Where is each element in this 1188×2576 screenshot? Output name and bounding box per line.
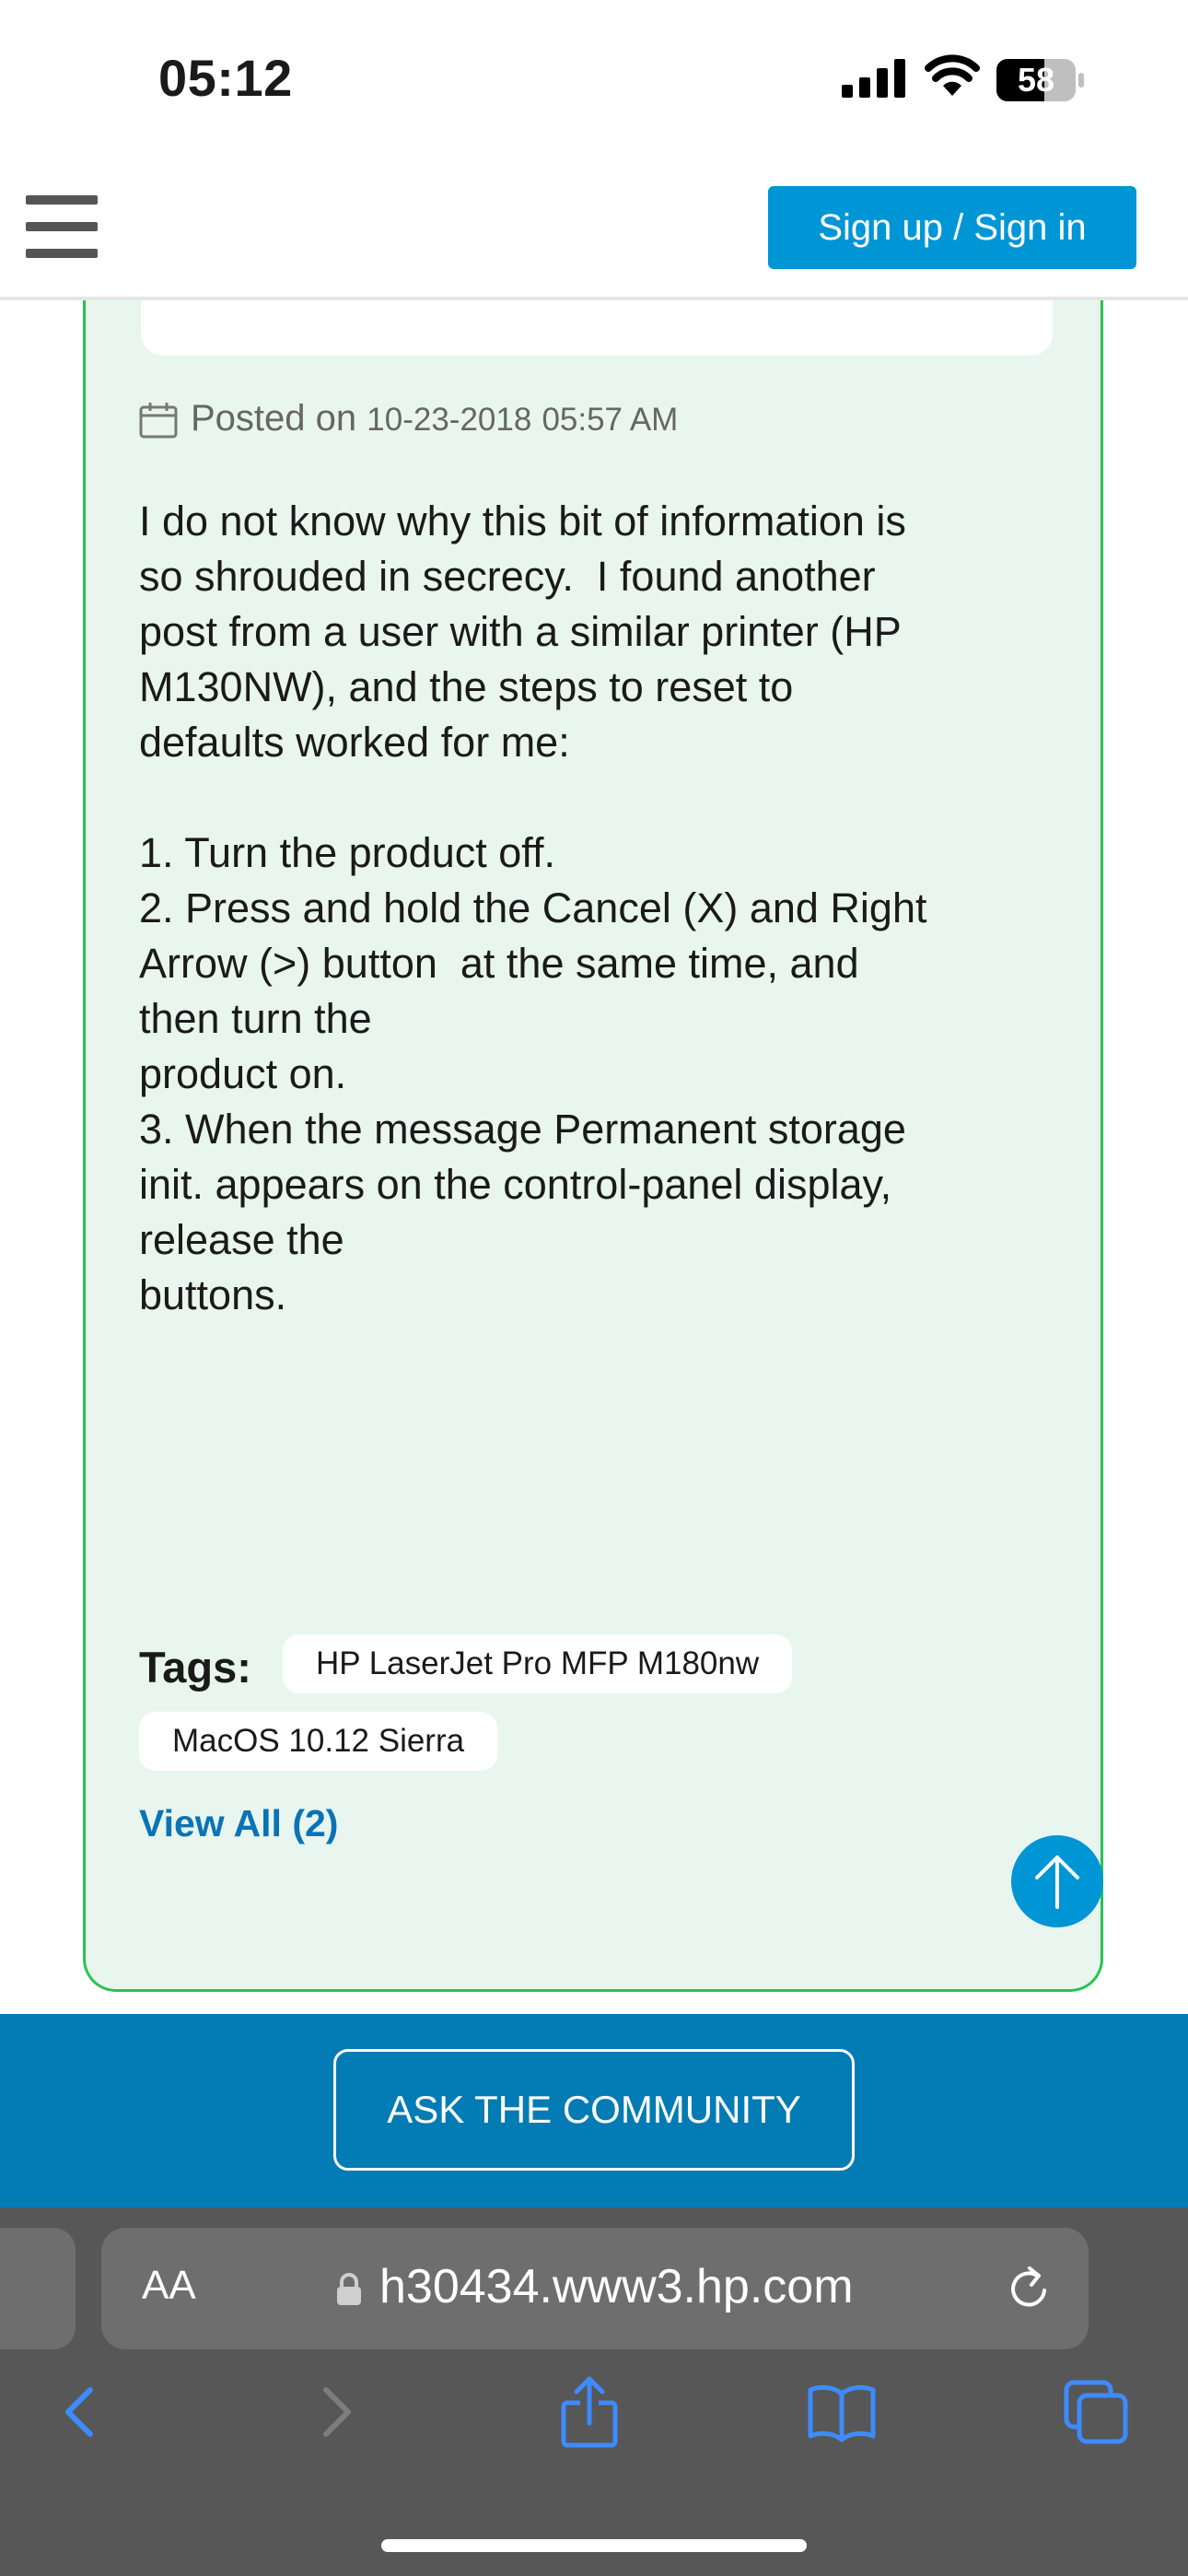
arrow-up-icon bbox=[1031, 1852, 1083, 1911]
bookmarks-icon[interactable] bbox=[805, 2375, 879, 2449]
sign-in-button[interactable]: Sign up / Sign in bbox=[768, 186, 1136, 269]
post-card bbox=[83, 300, 1103, 1992]
posted-label: Posted on bbox=[191, 398, 357, 439]
wifi-icon bbox=[925, 53, 980, 98]
calendar-icon bbox=[139, 402, 178, 439]
url-text: h30434.www3.hp.com bbox=[379, 2260, 854, 2313]
community-footer bbox=[0, 2014, 1188, 2207]
forward-icon[interactable] bbox=[300, 2375, 374, 2449]
status-time: 05:12 bbox=[158, 49, 293, 107]
back-icon[interactable] bbox=[42, 2375, 116, 2449]
tag-chip[interactable]: HP LaserJet Pro MFP M180nw bbox=[283, 1634, 792, 1693]
post-time: 05:57 AM bbox=[542, 402, 679, 438]
site-header bbox=[0, 157, 1188, 300]
post-timestamp bbox=[191, 398, 678, 439]
address-bar[interactable] bbox=[101, 2228, 1089, 2349]
home-indicator bbox=[381, 2539, 807, 2552]
tags-label: Tags: bbox=[139, 1643, 251, 1692]
aa-label: AA bbox=[142, 2263, 196, 2308]
previous-tab-preview[interactable] bbox=[0, 2228, 76, 2349]
ask-community-button[interactable]: ASK THE COMMUNITY bbox=[333, 2049, 855, 2171]
reload-icon[interactable] bbox=[1004, 2263, 1055, 2314]
battery-level: 58 bbox=[1017, 61, 1055, 99]
status-bar bbox=[0, 0, 1188, 157]
browser-toolbar bbox=[0, 2207, 1188, 2576]
quoted-content-box bbox=[141, 300, 1053, 356]
cellular-signal-icon bbox=[842, 59, 906, 98]
scroll-to-top-button[interactable] bbox=[1011, 1835, 1103, 1927]
post-body: I do not know why this bit of information is so shrouded in secrecy. I found another post from a user with a similar printer (HP M130NW), and the steps to reset to defaults worked for me: 1. Turn the product off. 2. Press and hold the Cancel (X) and Right Arrow (>) button at the same time, and then turn the product on. 3. When the message Permanent storage init. appears on the control-panel display, release the buttons. bbox=[139, 498, 927, 1318]
tag-chip[interactable]: MacOS 10.12 Sierra bbox=[139, 1712, 497, 1771]
lock-icon bbox=[335, 2272, 363, 2307]
menu-icon[interactable] bbox=[26, 195, 98, 258]
battery-icon bbox=[996, 59, 1085, 101]
reader-settings-button[interactable] bbox=[142, 2263, 196, 2309]
post-date: 10-23-2018 bbox=[367, 402, 532, 438]
share-icon[interactable] bbox=[553, 2375, 626, 2449]
tabs-icon[interactable] bbox=[1059, 2375, 1133, 2449]
view-all-tags-link[interactable]: View All (2) bbox=[139, 1802, 339, 1844]
